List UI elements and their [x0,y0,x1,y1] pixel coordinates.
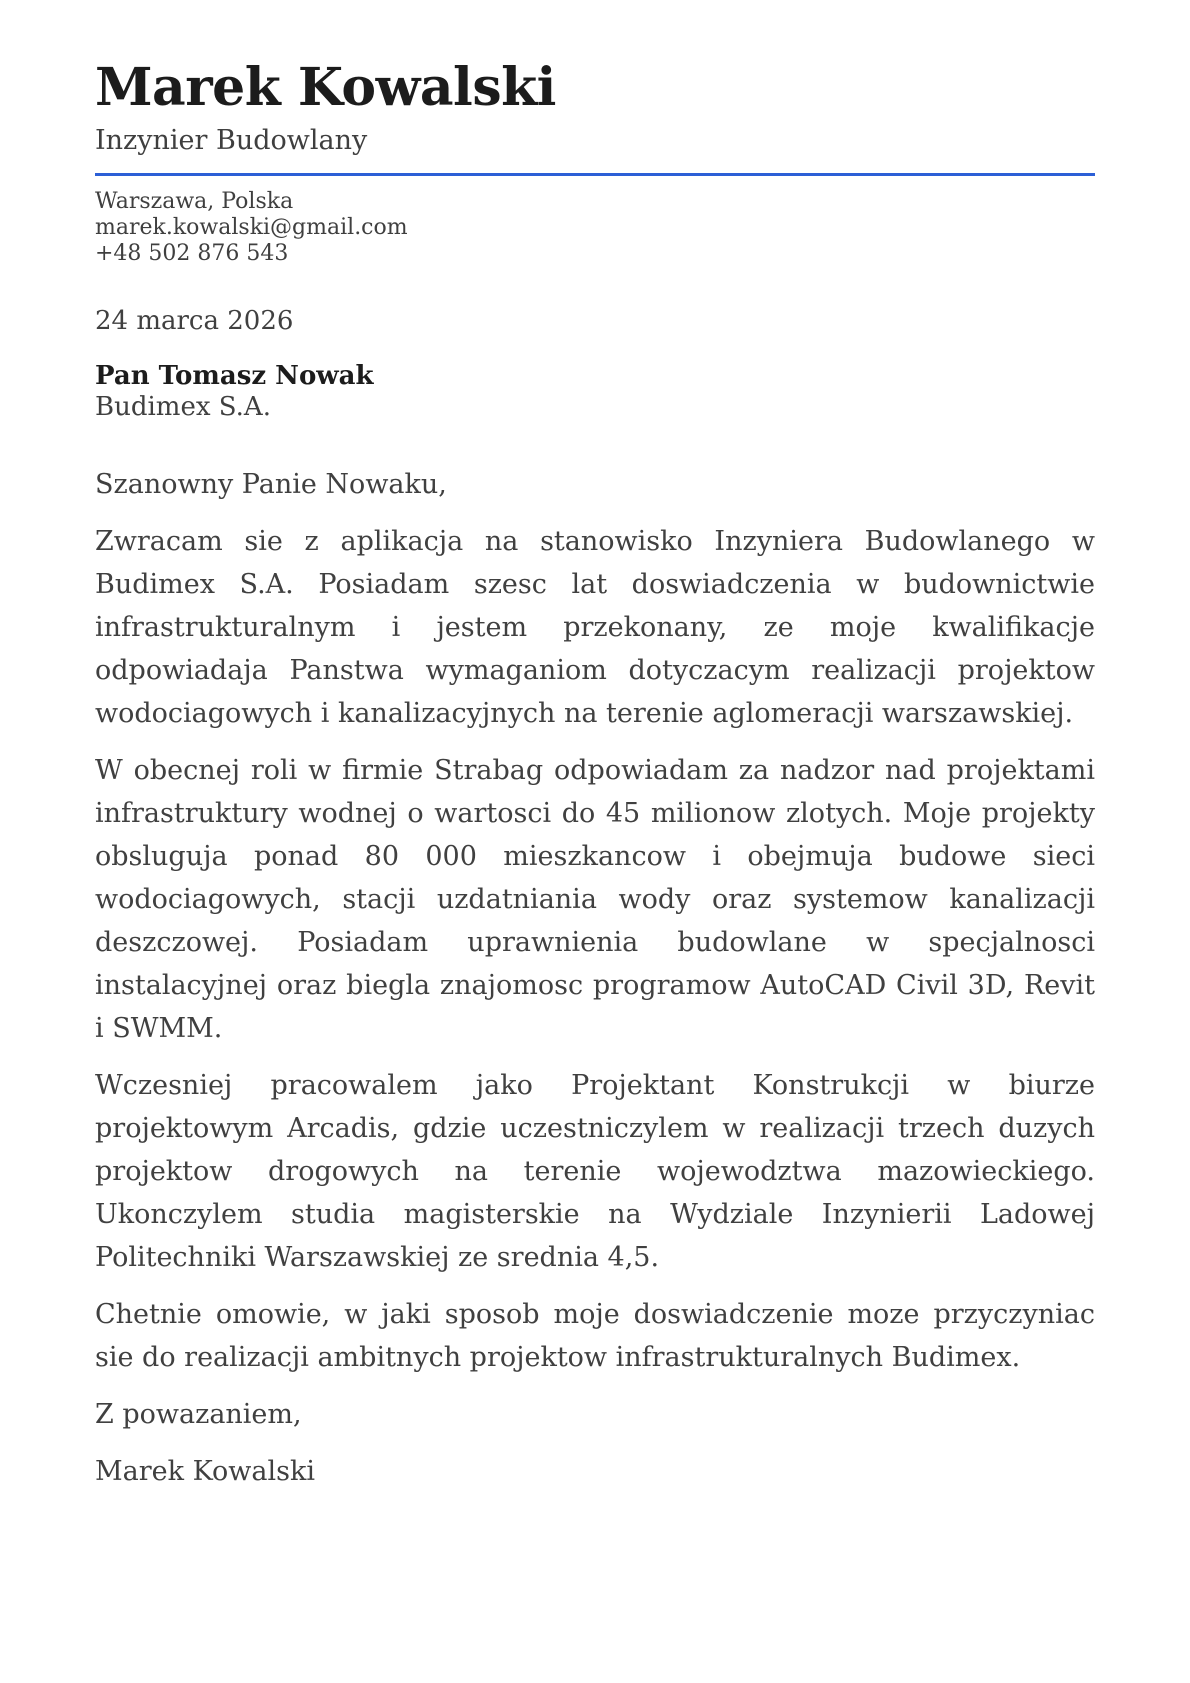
recipient-block [95,361,1095,423]
contact-block [95,189,1095,267]
body-paragraph-4: Chetnie omowie, w jaki sposob moje doswiadczenie moze przyczyniac sie do realizacji ambitnych projektow infrastrukturalnych Budimex. [95,1298,1095,1373]
closing-phrase: Z powazaniem, [95,1398,302,1430]
letter-date: 24 marca 2026 [95,305,294,336]
salutation: Szanowny Panie Nowaku, [95,468,447,500]
recipient-company: Budimex S.A. [95,391,271,422]
contact-location: Warszawa, Polska [95,188,294,214]
body-paragraph-2: W obecnej roli w firmie Strabag odpowiadam za nadzor nad projektami infrastruktury wodnej o wartosci do 45 milionow zlotych. Moje projekty obsluguja ponad 80 000 mieszkancow i obejmuja budowe sieci wodociagowych, stacji uzdatniania wody oraz systemow kanalizacji deszczowej. Posiadam uprawnienia budowlane w specjalnosci instalacyjnej oraz biegla znajomosc programow AutoCAD Civil 3D, Revit i SWMM. [95,754,1095,1044]
candidate-job-title: Inzynier Budowlany [95,125,368,156]
contact-email: marek.kowalski@gmail.com [95,214,408,240]
contact-phone: +48 502 876 543 [95,240,289,266]
body-paragraph-1: Zwracam sie z aplikacja na stanowisko Inzyniera Budowlanego w Budimex S.A. Posiadam szesc lat doswiadczenia w budownictwie infrastrukturalnym i jestem przekonany, ze moje kwalifikacje odpowiadaja Panstwa wymaganiom dotyczacym realizacji projektow wodociagowych i kanalizacyjnych na terenie aglomeracji warszawskiej. [95,525,1095,729]
body-paragraph-3: Wczesniej pracowalem jako Projektant Konstrukcji w biurze projektowym Arcadis, gdzie uczestniczylem w realizacji trzech duzych projektow drogowych na terenie wojewodztwa mazowieckiego. Ukonczylem studia magisterskie na Wydziale Inzynierii Ladowej Politechniki Warszawskiej ze srednia 4,5. [95,1069,1095,1273]
accent-divider [95,173,1095,176]
signature-name: Marek Kowalski [95,1455,315,1487]
candidate-name: Marek Kowalski [95,57,556,118]
recipient-name: Pan Tomasz Nowak [95,360,374,391]
letter-header [95,55,1095,176]
